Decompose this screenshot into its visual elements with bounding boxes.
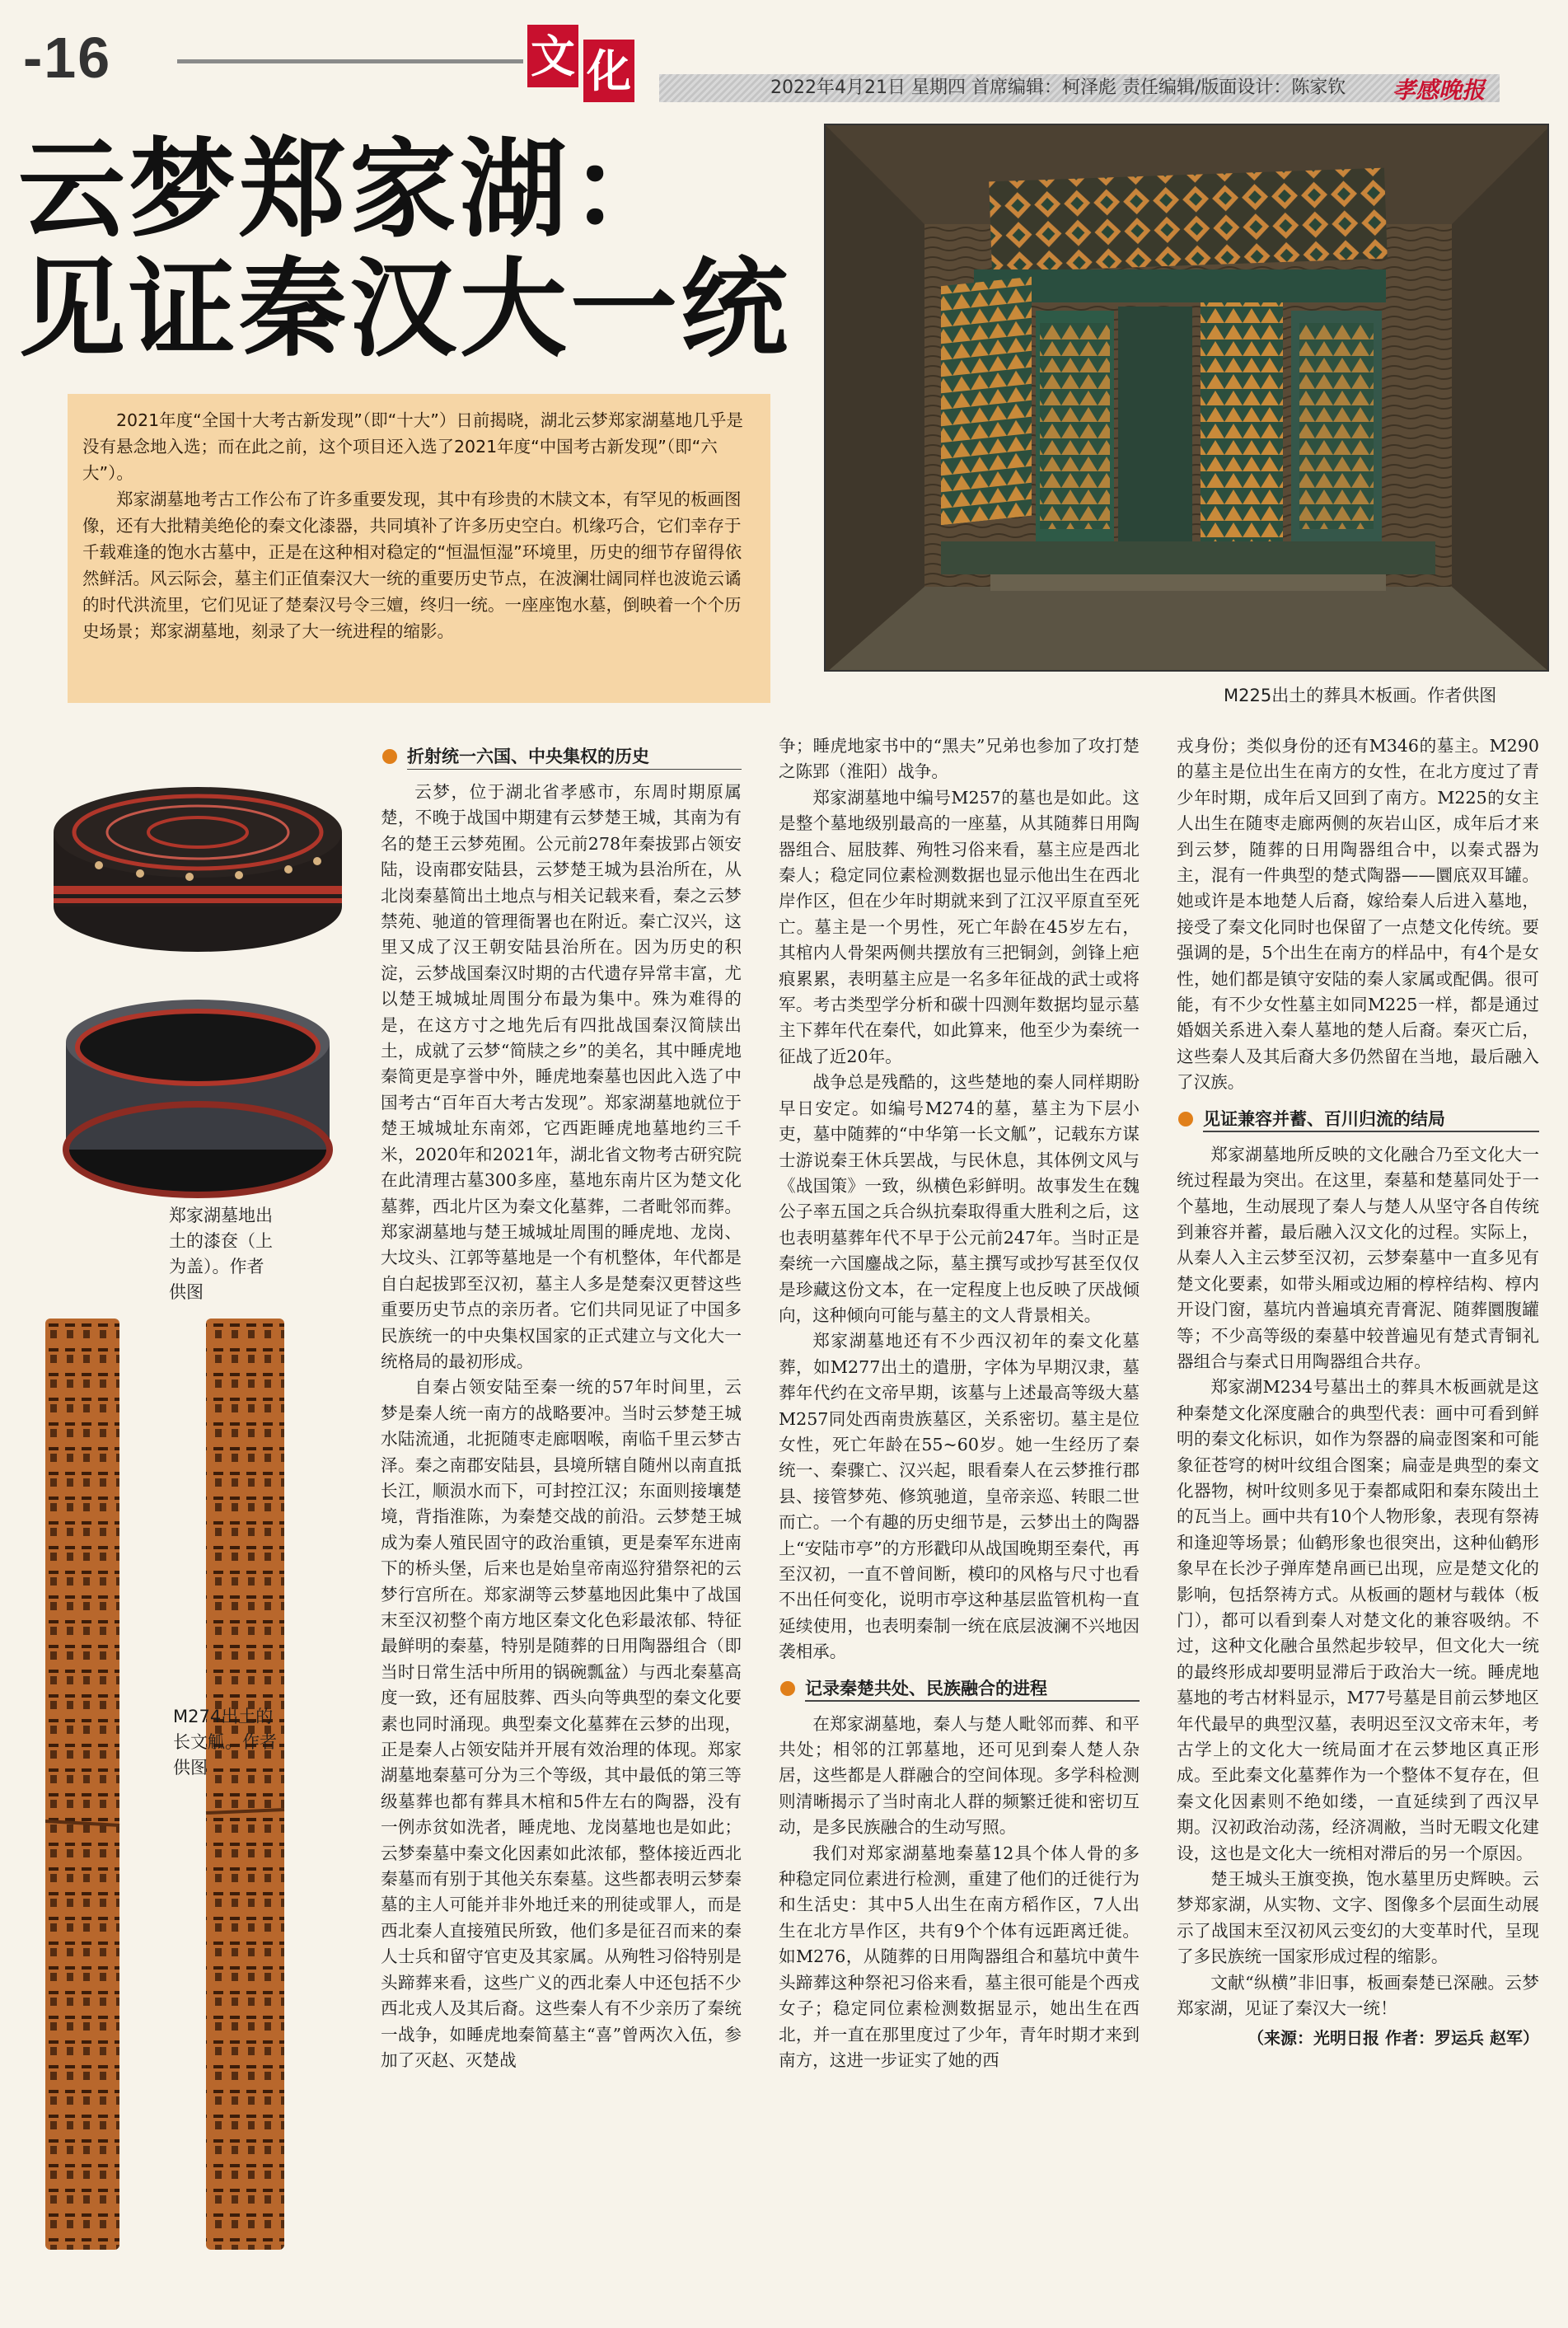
- section-heading-1: 折射统一六国、中央集权的历史: [381, 742, 742, 771]
- header-rule: [177, 59, 523, 63]
- tomb-painting-photo: [824, 124, 1549, 672]
- article-column-3: [1177, 733, 1539, 2051]
- paragraph: 戎身份；类似身份的还有M346的墓主。M290的墓主是位出生在南方的女性，在北方度过了青少年时期，成年后又回到了南方。M225的女主人出生在随枣走廊两侧的灰岩山区，成年后才来到云梦，随葬的日用陶器组合中，以秦式器为主，混有一件典型的楚式陶器——圜底双耳罐。她或许是本地楚人后裔，嫁给秦人后进入墓地，接受了秦文化同时也保留了一点楚文化传统。要强调的是，5个出生在南方的样品中，有4个是女性，她们都是镇守安陆的秦人家属或配偶。很可能，有不少女性墓主如同M225一样，都是通过婚姻关系进入秦人墓地的楚人后裔。秦灭亡后，这些秦人及其后裔大多仍然留在当地，最后融入了汉族。: [1177, 736, 1539, 1093]
- paragraph: 在郑家湖墓地，秦人与楚人毗邻而葬、和平共处；相邻的江郭墓地，还可见到秦人楚人杂居，这些都是人群融合的空间体现。多学科检测则清晰揭示了当时南北人群的频繁迁徙和密切互动，是多民族融合的生动写照。: [779, 1713, 1140, 1838]
- headline-line-1: 云梦郑家湖：: [18, 127, 681, 252]
- paragraph: 自秦占领安陆至秦一统的57年时间里，云梦是秦人统一南方的战略要冲。当时云梦楚王城水陆流通，北扼随枣走廊咽喉，南临千里云梦古泽。秦之南郡安陆县，县境所辖自随州以南直抵长江，顺涢水而下，可封控江汉；东面则接壤楚境，背指淮陈，为秦楚交战的前沿。云梦楚王城成为秦人殖民固守的政治重镇，更是秦军东进南下的桥头堡，后来也是始皇帝南巡狩猎祭祀的云梦行宫所在。郑家湖等云梦墓地因此集中了战国末至汉初整个南方地区秦文化色彩最浓郁、特征最鲜明的秦墓，特别是随葬的日用陶器组合（即当时日常生活中所用的锅碗瓢盆）与西北秦墓高度一致，还有屈肢葬、西头向等典型的秦文化要素也同时涌现。典型秦文化墓葬在云梦的出现，正是秦人占领安陆并开展有效治理的体现。郑家湖墓地秦墓可分为三个等级，其中最低的第三等级墓葬也都有葬具木棺和5件左右的陶器，没有一例赤贫如洗者，睡虎地、龙岗墓地也是如此；云梦秦墓中秦文化因素如此浓郁，整体接近西北秦墓而有别于其他关东秦墓。这些都表明云梦秦墓的主人可能并非外地迁来的刑徒或罪人，而是西北秦人直接殖民所致，他们多是征召而来的秦人士兵和留守官吏及其家属。从殉牲习俗特别是头蹄葬来看，这些广义的西北秦人中还包括不少西北戎人及其后裔。这些秦人有不少亲历了秦统一战争，如睡虎地秦简墓主“喜”曾两次入伍，参加了灭赵、灭楚战: [381, 1377, 742, 2070]
- intro-box: [68, 394, 770, 703]
- paragraph: 郑家湖M234号墓出土的葬具木板画就是这种秦楚文化深度融合的典型代表：画中可看到鲜明的秦文化标识，如作为祭器的扁壶图案和可能象征苍穹的树叶纹组合图案；扁壶是典型的秦文化器物，树叶纹则多见于秦都咸阳和秦东陵出土的瓦当上。画中共有10个人物形象，表现有祭祷和逢迎等场景；仙鹤形象也很突出，这种仙鹤形象早在长沙子弹库楚帛画已出现，应是楚文化的影响，包括祭祷方式。从板画的题材与载体（板门），都可以看到秦人对楚文化的兼容吸纳。不过，这种文化融合虽然起步较早，但文化大一统的最终形成却要明显滞后于政治大一统。睡虎地墓地的考古材料显示，M77号墓是目前云梦地区年代最早的典型汉墓，表明迟至汉文帝末年，考古学上的文化大一统局面才在云梦地区真正形成。至此秦文化墓葬作为一个整体不复存在，但秦文化因素则不绝如缕，一直延续到了西汉早期。汉初政治动荡，经济凋敝，当时无暇文化建设，这也是文化大一统相对滞后的另一个原因。: [1177, 1377, 1539, 1863]
- wooden-slips-caption: M274出土的长文觚。作者供图: [173, 1707, 277, 1778]
- issue-meta-line: 2022年4月21日 星期四 首席编辑：柯泽彪 责任编辑/版面设计：陈家钦: [659, 74, 1500, 102]
- paragraph: 文献“纵横”非旧事，板画秦楚已深融。云梦郑家湖，见证了秦汉大一统！: [1177, 1972, 1539, 2019]
- newspaper-name: 孝感晚报: [1392, 77, 1486, 104]
- wooden-slips-photo: [45, 1319, 297, 2250]
- paragraph: 战争总是残酷的，这些楚地的秦人同样期盼早日安定。如编号M274的墓，墓主为下层小吏，墓中随葬的“中华第一长文觚”，记载东方谋士游说秦王休兵罢战，与民休息，其体例文风与《战国策》一致，纵横色彩鲜明。故事发生在魏公子率五国之兵合纵抗秦取得重大胜利之后，这也表明墓葬年代不早于公元前247年。当时正是秦统一六国鏖战之际，墓主撰写或抄写甚至仅仅是珍藏这份文本，在一定程度上也反映了厌战倾向，这种倾向可能与墓主的文人背景相关。: [779, 1072, 1140, 1325]
- paragraph: 我们对郑家湖墓地秦墓12具个体人骨的多种稳定同位素进行检测，重建了他们的迁徙行为和生活史：其中5人出生在南方稻作区，7人出生在北方旱作区，共有9个个体有远距离迁徙。如M276，从随葬的日用陶器组合和墓坑中黄牛头蹄葬这种祭祀习俗来看，墓主很可能是个西戎女子；稳定同位素检测数据显示，她出生在西北，并一直在那里度过了少年，青年时期才来到南方，这进一步证实了她的西: [779, 1843, 1140, 2070]
- wooden-slips-illustration: [45, 1319, 297, 2250]
- paragraph: 云梦，位于湖北省孝感市，东周时期原属楚，不晚于战国中期建有云梦楚王城，其南为有名的楚王云梦苑囿。公元前278年秦拔郢占领安陆，设南郡安陆县，云梦楚王城为县治所在，从北岗秦墓简出土地点与相关记载来看，秦之云梦禁苑、驰道的管理衙署也在附近。秦亡汉兴，这里又成了汉王朝安陆县治所在。因为历史的积淀，云梦战国秦汉时期的古代遗存异常丰富，尤以楚王城城址周围分布最为集中。殊为难得的是，在这方寸之地先后有四批战国秦汉简牍出土，成就了云梦“简牍之乡”的美名，其中睡虎地秦简更是享誉中外，睡虎地秦墓也因此入选了中国考古“百年百大考古发现”。郑家湖墓地就位于楚王城城址东南郊，它西距睡虎地墓地约三千米，2020年和2021年，湖北省文物考古研究院在此清理古墓300多座，墓地东南片区为楚文化墓葬，西北片区为秦文化墓葬，二者毗邻而葬。郑家湖墓地与楚王城城址周围的睡虎地、龙岗、大坟头、江郭等墓地是一个有机整体，年代都是自白起拔郢至汉初，墓主人多是楚秦汉更替这些重要历史节点的亲历者。它们共同见证了中国多民族统一的中央集权国家的正式建立与文化大一统格局的最初形成。: [381, 782, 742, 1371]
- lacquer-box-base-illustration: [33, 977, 363, 1211]
- lacquer-box-base-photo: [33, 977, 363, 1211]
- lacquer-box-lid-illustration: [33, 742, 363, 972]
- page-number: -16: [23, 26, 112, 90]
- intro-paragraph-2: 郑家湖墓地考古工作公布了许多重要发现，其中有珍贵的木牍文本，有罕见的板画图像，还有大批精美绝伦的秦文化漆器，共同填补了许多历史空白。机缘巧合，它们幸存于千载难逢的饱水古墓中，正是在这种相对稳定的“恒温恒湿”环境里，历史的细节存留得依然鲜活。风云际会，墓主们正值秦汉大一统的重要历史节点，在波澜壮阔同样也波诡云谲的时代洪流里，它们见证了楚秦汉号令三嬗，终归一统。一座座饱水墓，倒映着一个个历史场景；郑家湖墓地，刻录了大一统进程的缩影。: [82, 489, 742, 641]
- intro-paragraph-1: 2021年度“全国十大考古新发现”（即“十大”）日前揭晓，湖北云梦郑家湖墓地几乎是没有悬念地入选；而在此之前，这个项目还入选了2021年度“中国考古新发现”（即“六大”）。: [82, 410, 743, 483]
- tomb-painting-illustration: [826, 125, 1549, 672]
- main-photo-caption: M225出土的葬具木板画。作者供图: [1224, 686, 1497, 705]
- article-column-1: [381, 733, 742, 2073]
- lacquer-box-caption: 郑家湖墓地出土的漆奁（上为盖）。作者供图: [169, 1206, 273, 1302]
- paragraph: 楚王城头王旗变换，饱水墓里历史辉映。云梦郑家湖，从实物、文字、图像多个层面生动展示了战国末至汉初风云变幻的大变革时代，呈现了多民族统一国家形成过程的缩影。: [1177, 1869, 1539, 1967]
- headline-line-2: 见证秦汉大一统: [18, 246, 792, 372]
- section-label-char-2: 化: [583, 40, 634, 102]
- paragraph: 郑家湖墓地中编号M257的墓也是如此。这是整个墓地级别最高的一座墓，从其随葬日用陶器组合、屈肢葬、殉牲习俗来看，墓主应是西北秦人；稳定同位素检测数据也显示他出生在西北岸作区，但在少年时期就来到了江汉平原直至死亡。墓主是一个男性，死亡年龄在45岁左右，其棺内人骨架两侧共摆放有三把铜剑，剑锋上疤痕累累，表明墓主应是一名多年征战的武士或将军。考古类型学分析和碳十四测年数据均显示墓主下葬年代在秦代，如此算来，他至少为秦统一征战了近20年。: [779, 787, 1140, 1066]
- paragraph: 争；睡虎地家书中的“黑夫”兄弟也参加了攻打楚之陈郢（淮阳）战争。: [779, 736, 1140, 782]
- article-column-2: [779, 733, 1140, 2073]
- article-source: （来源：光明日报 作者：罗运兵 赵军）: [1247, 2027, 1539, 2048]
- section-heading-2: 记录秦楚共处、民族融合的进程: [779, 1674, 1140, 1703]
- paragraph: 郑家湖墓地所反映的文化融合乃至文化大一统过程最为突出。在这里，秦墓和楚墓同处于一个墓地，生动展现了秦人与楚人从坚守各自传统到兼容并蓄，最后融入汉文化的过程。实际上，从秦人入主云梦至汉初，云梦秦墓中一直多见有楚文化要素，如带头厢或边厢的椁梓结构、椁内开设门窗，墓坑内普遍填充青膏泥、随葬圜腹罐等；不少高等级的秦墓中较普遍见有楚式青铜礼器组合与秦式日用陶器组合共存。: [1177, 1144, 1539, 1371]
- section-label-char-1: 文: [527, 25, 578, 87]
- section-heading-3: 见证兼容并蓄、百川归流的结局: [1177, 1104, 1539, 1134]
- lacquer-box-lid-photo: [33, 742, 363, 972]
- paragraph: 郑家湖墓地还有不少西汉初年的秦文化墓葬，如M277出土的遣册，字体为早期汉隶，墓葬年代约在文帝早期，该墓与上述最高等级大墓M257同处西南贵族墓区，关系密切。墓主是位女性，死亡年龄在55~60岁。她一生经历了秦统一、秦骤亡、汉兴起，眼看秦人在云梦推行郡县、接管梦苑、修筑驰道，皇帝亲巡、转眼二世而亡。一个有趣的历史细节是，云梦出土的陶器上“安陆市亭”的方形戳印从战国晚期至秦代，再至汉初，一直不曾间断，模印的风格与尺寸也看不出任何变化，说明市亭这种基层监管机构一直延续使用，也表明秦制一统在底层波澜不兴地因袭相承。: [779, 1331, 1140, 1662]
